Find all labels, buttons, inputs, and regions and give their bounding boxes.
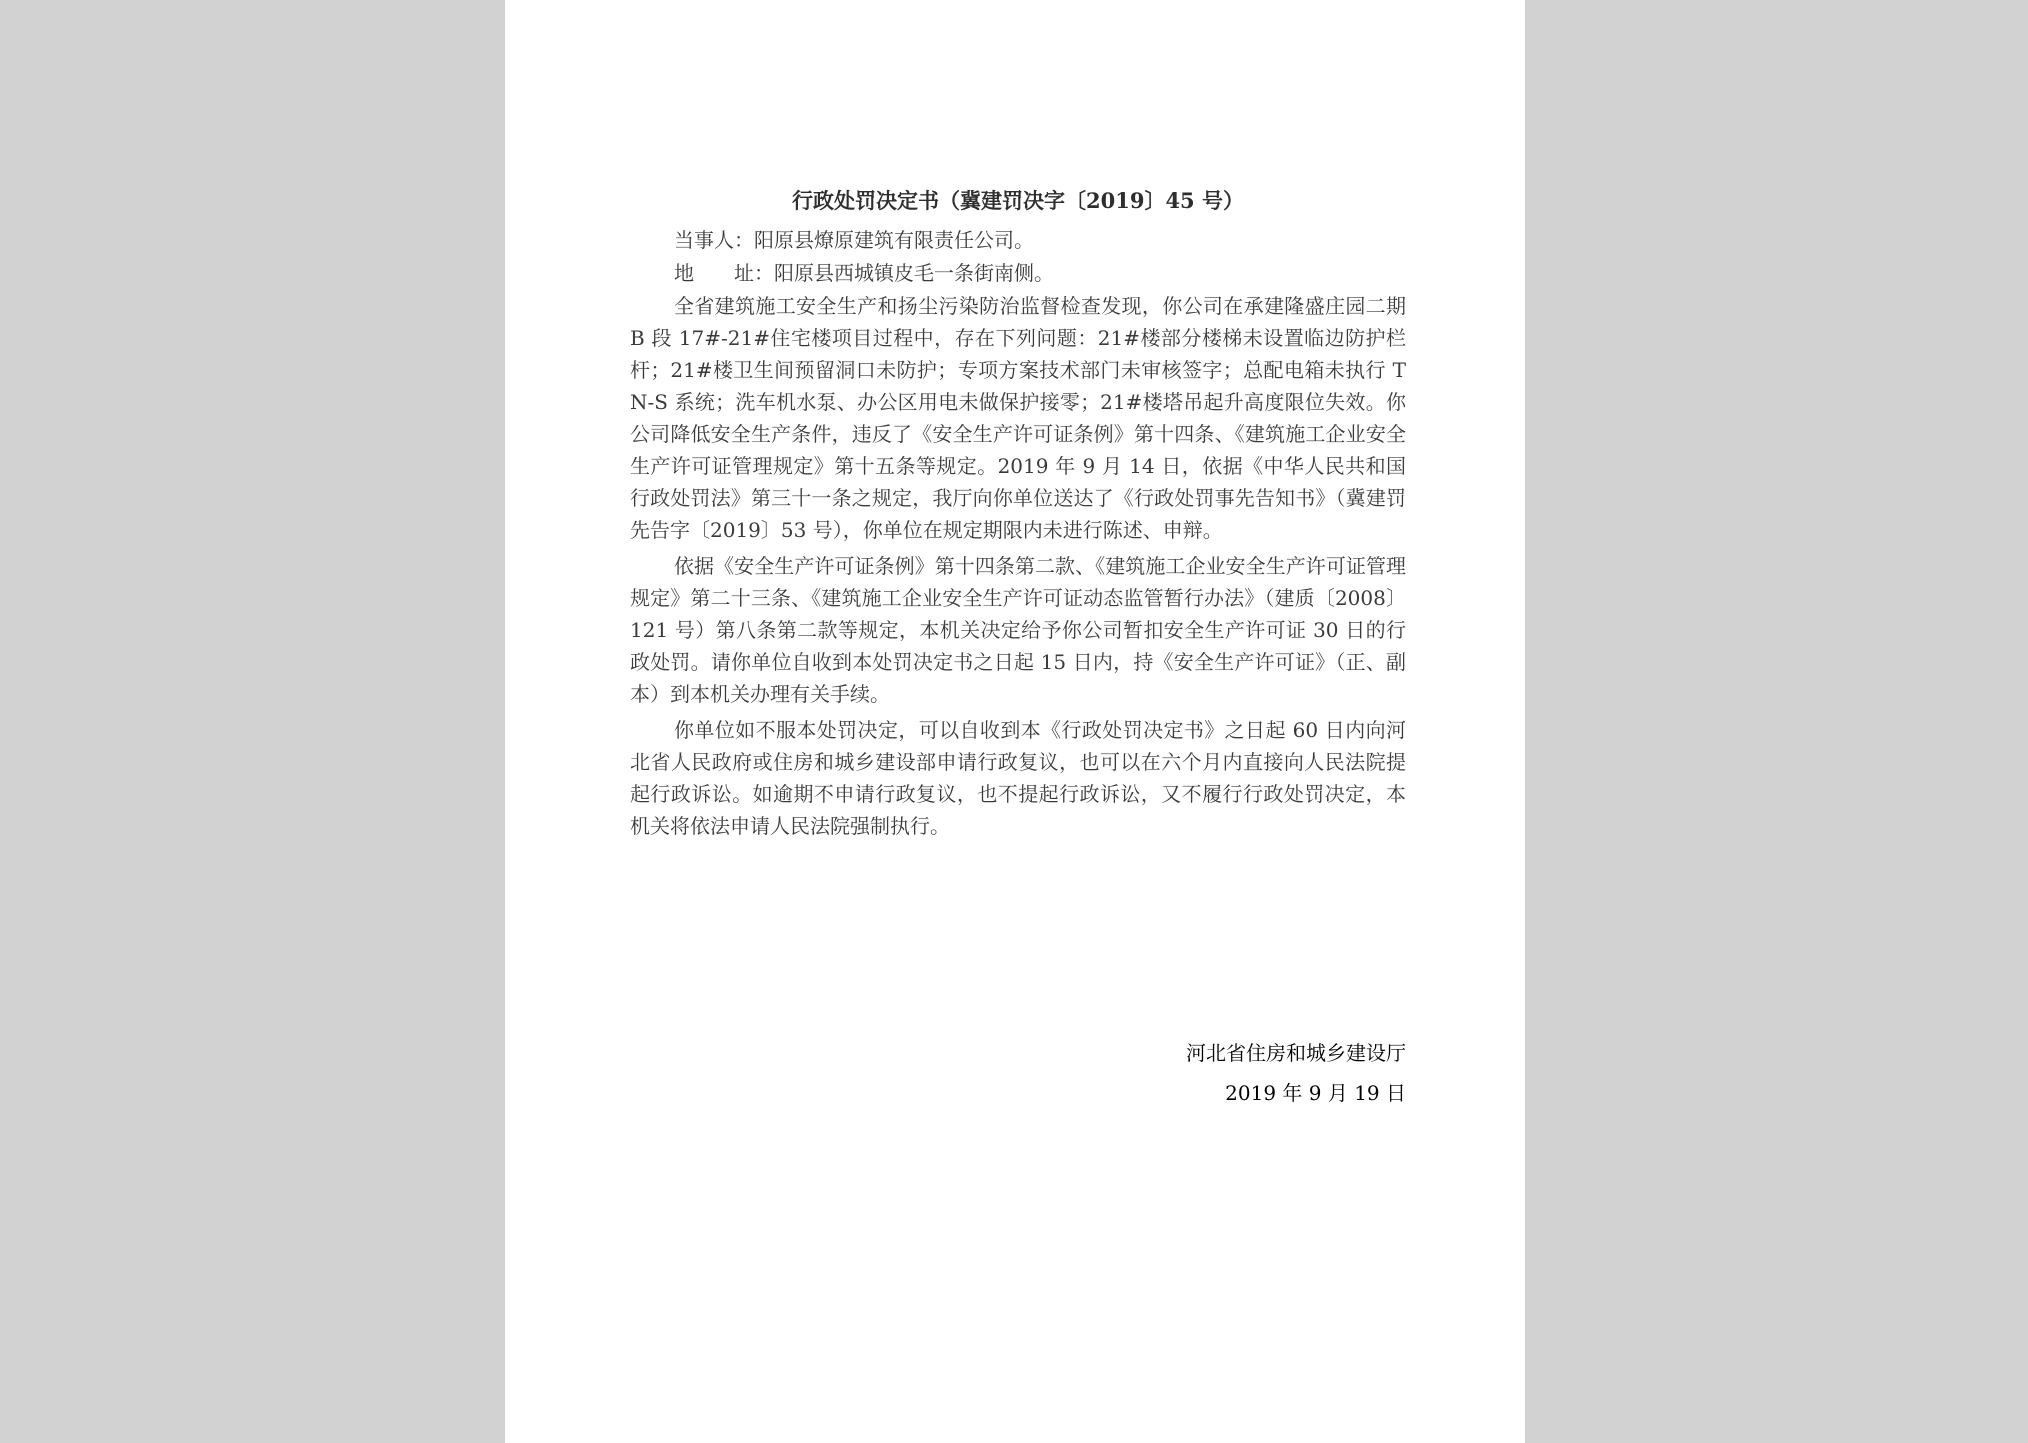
party-label: 当事人： — [674, 228, 754, 252]
document-page — [505, 0, 1525, 1443]
signature-date: 2019 年 9 月 19 日 — [1225, 1081, 1406, 1105]
address-label: 地 址： — [674, 261, 774, 285]
address-field — [630, 257, 1406, 290]
paragraph-decision: 依据《安全生产许可证条例》第十四条第二款、《建筑施工企业安全生产许可证管理规定》第二十三条、《建筑施工企业安全生产许可证动态监管暂行办法》（建质〔2008〕121 号）第八条第二款等规定，本机关决定给予你公司暂扣安全生产许可证 30 日的行政处罚。请你单位自收到本处罚决定书之日起 15 日内，持《安全生产许可证》（正、副本）到本机关办理有关手续。 — [630, 554, 1406, 706]
party-field — [630, 224, 1406, 257]
document-content — [630, 178, 1406, 842]
party-value: 阳原县燎原建筑有限责任公司。 — [754, 228, 1034, 252]
document-title: 行政处罚决定书（冀建罚决字〔2019〕45 号） — [792, 188, 1244, 213]
paragraph-appeal-rights: 你单位如不服本处罚决定，可以自收到本《行政处罚决定书》之日起 60 日内向河北省人民政府或住房和城乡建设部申请行政复议，也可以在六个月内直接向人民法院提起行政诉讼。如逾期不申请行政复议，也不提起行政诉讼，又不履行行政处罚决定，本机关将依法申请人民法院强制执行。 — [630, 718, 1406, 838]
address-value: 阳原县西城镇皮毛一条街南侧。 — [774, 261, 1054, 285]
signature-organization: 河北省住房和城乡建设厅 — [1186, 1041, 1406, 1065]
paragraph-findings: 全省建筑施工安全生产和扬尘污染防治监督检查发现，你公司在承建隆盛庄园二期 B 段 17#-21#住宅楼项目过程中，存在下列问题：21#楼部分楼梯未设置临边防护栏杆；21#楼卫生间预留洞口未防护；专项方案技术部门未审核签字；总配电箱未执行 TN-S 系统；洗车机水泵、办公区用电未做保护接零；21#楼塔吊起升高度限位失效。你公司降低安全生产条件，违反了《安全生产许可证条例》第十四条、《建筑施工企业安全生产许可证管理规定》第十五条等规定。2019 年 9 月 14 日，依据《中华人民共和国行政处罚法》第三十一条之规定，我厅向你单位送达了《行政处罚事先告知书》（冀建罚先告字〔2019〕53 号），你单位在规定期限内未进行陈述、申辩。 — [630, 294, 1406, 542]
